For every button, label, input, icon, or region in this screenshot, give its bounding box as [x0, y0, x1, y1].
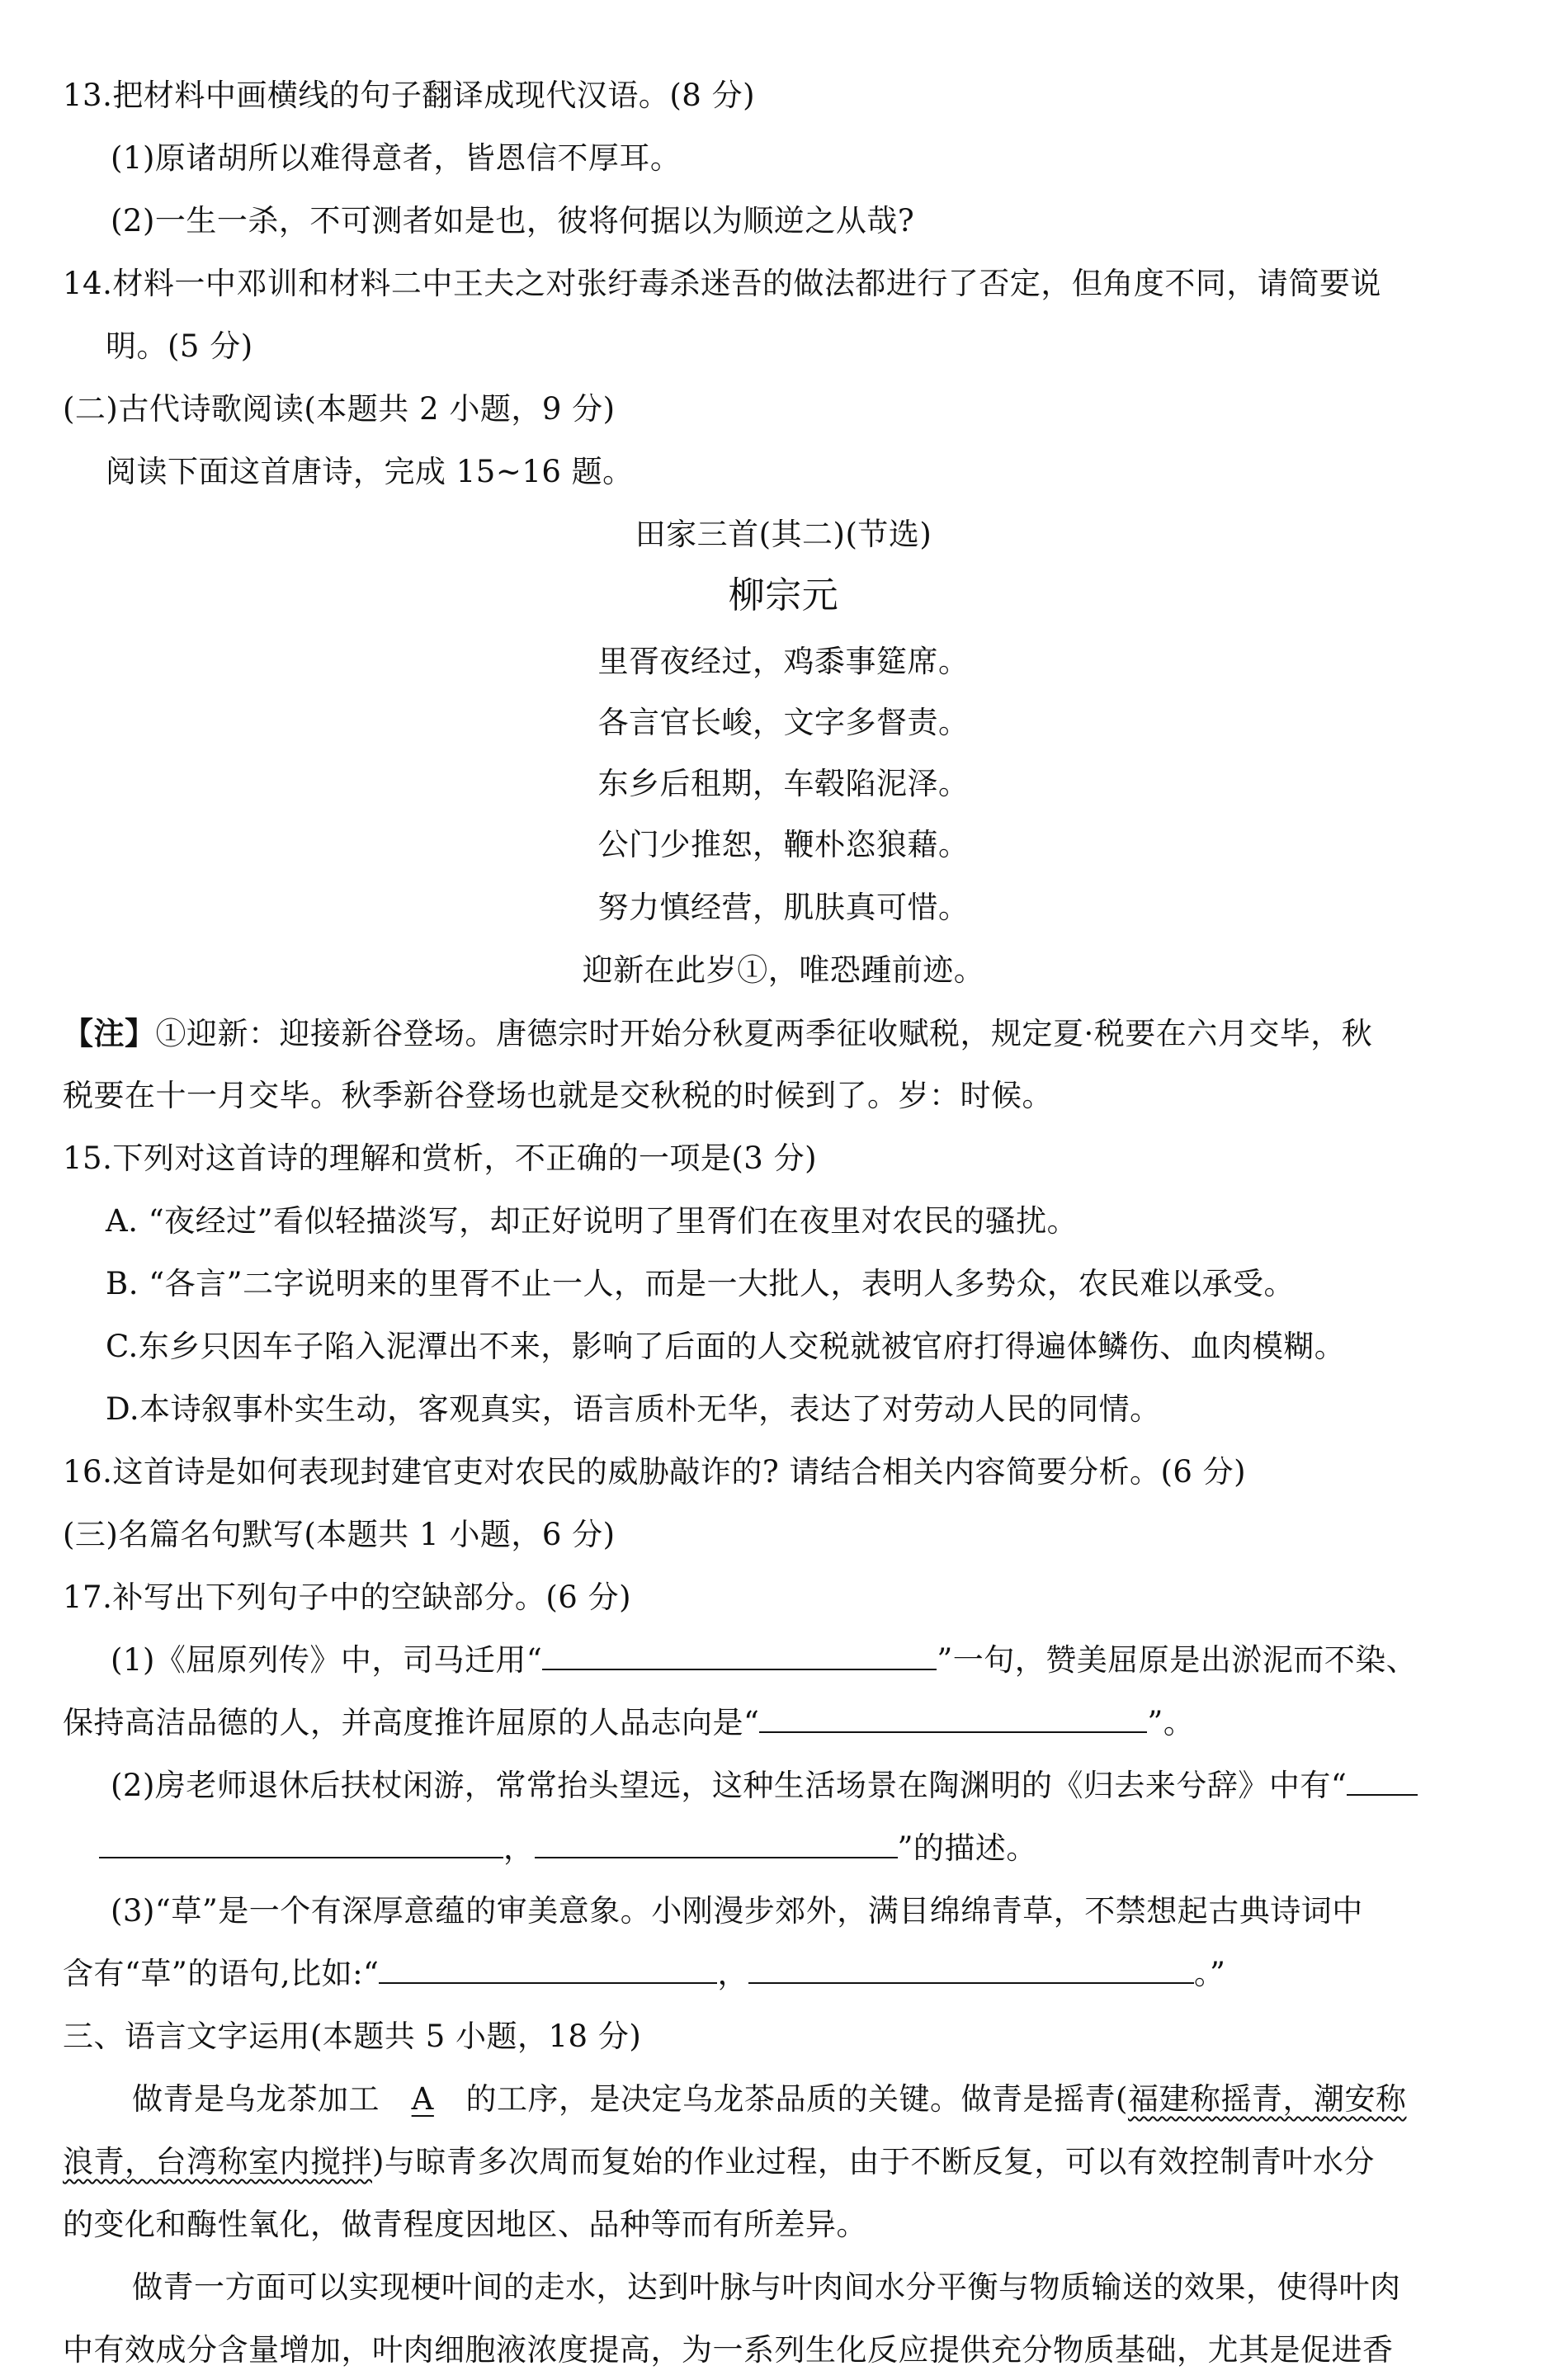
answer-blank[interactable]	[379, 1954, 717, 1984]
q14-line-2: 明。(5 分)	[106, 328, 253, 364]
answer-blank[interactable]	[99, 1829, 503, 1858]
q17-item-3-line-2	[63, 1953, 1225, 1995]
q17-item-1-text-a: (1)《屈原列传》中，司马迁用“	[111, 1642, 543, 1678]
note-label: 【注】	[63, 1015, 156, 1051]
section2-heading: (二)古代诗歌阅读(本题共 2 小题，9 分)	[63, 391, 616, 427]
q17-item-3-text-b: 含有“草”的语句,比如:“	[63, 1956, 380, 1991]
q13-title: 13.把材料中画横线的句子翻译成现代汉语。(8 分)	[63, 78, 756, 113]
part3-p1-line-2	[63, 2141, 1375, 2184]
q17-item-2-text-a: (2)房老师退休后扶杖闲游，常常抬头望远，这种生活场景在陶渊明的《归去来兮辞》中有“	[111, 1768, 1348, 1803]
poem-line-1: 里胥夜经过，鸡黍事筵席。	[597, 644, 970, 679]
q17-item-1-line-1	[111, 1639, 1417, 1682]
part3-p1-line-3: 的变化和酶性氧化，做青程度因地区、品种等而有所差异。	[63, 2207, 867, 2242]
part3-p2-line-1: 做青一方面可以实现梗叶间的走水，达到叶脉与叶肉间水分平衡与物质输送的效果，使得叶肉	[132, 2269, 1401, 2305]
part3-heading: 三、语言文字运用(本题共 5 小题，18 分)	[63, 2019, 642, 2054]
poem-line-4: 公门少推恕，鞭朴恣狼藉。	[597, 827, 970, 862]
q17-item-1-line-2	[63, 1702, 1194, 1745]
q15-option-b: B. “各言”二字说明来的里胥不止一人，而是一大批人，表明人多势众，农民难以承受。	[106, 1266, 1296, 1301]
answer-blank[interactable]	[542, 1641, 937, 1670]
section3-heading: (三)名篇名句默写(本题共 1 小题，6 分)	[63, 1517, 616, 1552]
q17-item-3-text-c: ，	[717, 1956, 748, 1991]
q13-item-2: (2)一生一杀，不可测者如是也，彼将何据以为顺逆之从哉?	[111, 203, 915, 238]
q15-option-c: C.东乡只因车子陷入泥潭出不来，影响了后面的人交税就被官府打得遍体鳞伤、血肉模糊。	[106, 1329, 1346, 1364]
q17-item-2-text-c: ”的描述。	[897, 1830, 1037, 1866]
poem-author: 柳宗元	[728, 574, 839, 616]
q17-item-2-text-b: ，	[503, 1830, 535, 1866]
answer-blank[interactable]	[748, 1954, 1194, 1984]
q17-title: 17.补写出下列句子中的空缺部分。(6 分)	[63, 1580, 632, 1615]
q17-item-1-text-d: ”。	[1147, 1705, 1195, 1740]
section2-intro: 阅读下面这首唐诗，完成 15~16 题。	[106, 454, 634, 489]
poem-line-3: 东乡后租期，车毂陷泥泽。	[597, 766, 970, 801]
note-line-1	[63, 1012, 1372, 1055]
q17-item-2-line-1	[111, 1764, 1418, 1807]
q17-item-3-text-d: 。”	[1193, 1956, 1226, 1991]
answer-blank[interactable]	[759, 1703, 1147, 1733]
note-line-2: 税要在十一月交毕。秋季新谷登场也就是交秋税的时候到了。岁：时候。	[63, 1078, 1053, 1113]
wavy-underlined-text-2: 浪青，台湾称室内搅拌	[63, 2144, 372, 2179]
poem-line-6: 迎新在此岁①，唯恐踵前迹。	[582, 952, 985, 988]
poem-title: 田家三首(其二)(节选)	[635, 517, 932, 552]
q13-item-1: (1)原诸胡所以难得意者，皆恩信不厚耳。	[111, 140, 682, 176]
q17-item-1-text-b: ”一句，赞美屈原是出淤泥而不染、	[937, 1642, 1418, 1678]
poem-line-2: 各言官长峻，文字多督责。	[597, 705, 970, 740]
note-text-1: ①迎新：迎接新谷登场。唐德宗时开始分秋夏两季征收赋税，规定夏·税要在六月交毕，秋	[155, 1016, 1373, 1051]
q17-item-2-line-2	[99, 1827, 1037, 1870]
part3-p1-text-a: 做青是乌龙茶加工	[132, 2081, 390, 2117]
part3-p1-text-b: 的工序，是决定乌龙茶品质的关键。做青是摇青(	[455, 2081, 1128, 2117]
q15-option-d: D.本诗叙事朴实生动，客观真实，语言质朴无华，表达了对劳动人民的同情。	[106, 1391, 1161, 1427]
wavy-underlined-text-1: 福建称摇青，潮安称	[1127, 2081, 1407, 2117]
poem-line-5: 努力慎经营，肌肤真可惜。	[597, 890, 970, 925]
part3-p2-line-2: 中有效成分含量增加，叶肉细胞液浓度提高，为一系列生化反应提供充分物质基础，尤其是促进香	[63, 2332, 1394, 2368]
q14-line-1: 14.材料一中邓训和材料二中王夫之对张纡毒杀迷吾的做法都进行了否定，但角度不同，请简要说	[63, 266, 1381, 301]
q15-option-a: A. “夜经过”看似轻描淡写，却正好说明了里胥们在夜里对农民的骚扰。	[106, 1203, 1078, 1239]
q15-title: 15.下列对这首诗的理解和赏析，不正确的一项是(3 分)	[63, 1140, 818, 1176]
q16-title: 16.这首诗是如何表现封建官吏对农民的威胁敲诈的? 请结合相关内容简要分析。(6 分)	[63, 1454, 1247, 1490]
answer-blank[interactable]	[535, 1829, 898, 1858]
blank-a-label: A	[411, 2081, 434, 2117]
part3-p1-line-1	[132, 2078, 1406, 2121]
part3-p1-text-c: )与晾青多次周而复始的作业过程，由于不断反复，可以有效控制青叶水分	[372, 2144, 1375, 2179]
answer-blank[interactable]	[1347, 1766, 1418, 1796]
q17-item-1-text-c: 保持高洁品德的人，并高度推许屈原的人品志向是“	[63, 1705, 760, 1740]
q17-item-3-line-1: (3)“草”是一个有深厚意蕴的审美意象。小刚漫步郊外，满目绵绵青草，不禁想起古典诗词中	[111, 1893, 1363, 1929]
